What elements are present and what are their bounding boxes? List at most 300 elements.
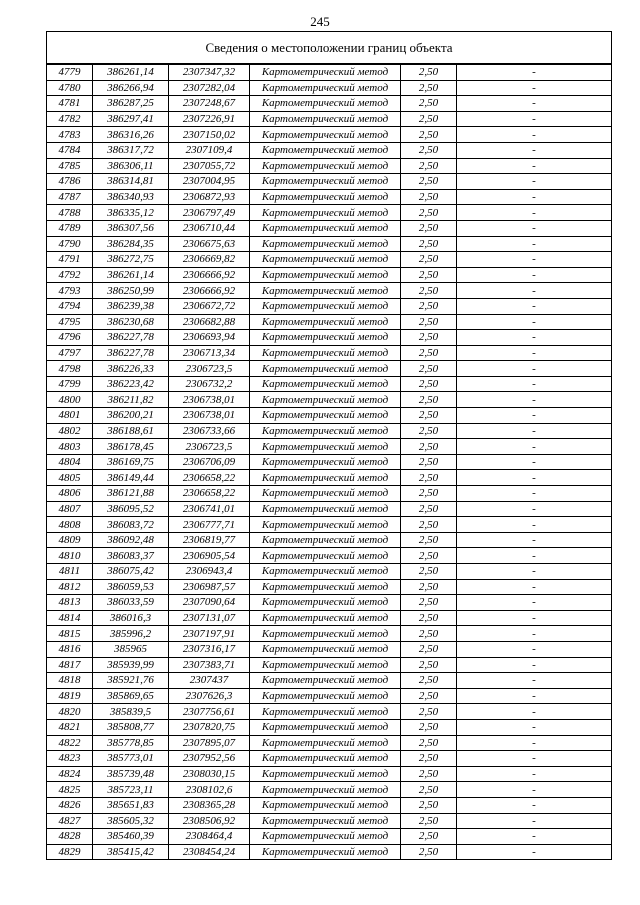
point-number-cell: 4783: [47, 127, 93, 143]
point-number-cell: 4804: [47, 454, 93, 470]
x-coordinate-cell: 386239,38: [93, 298, 169, 314]
method-cell: Картометрический метод: [250, 361, 401, 377]
method-cell: Картометрический метод: [250, 564, 401, 580]
description-cell: -: [457, 142, 612, 158]
table-row: [47, 470, 611, 486]
table-row: [47, 252, 611, 268]
x-coordinate-cell: 385651,83: [93, 797, 169, 813]
description-cell: -: [457, 719, 612, 735]
accuracy-cell: 2,50: [401, 626, 457, 642]
y-coordinate-cell: 2306905,54: [169, 548, 250, 564]
method-cell: Картометрический метод: [250, 283, 401, 299]
point-number-cell: 4798: [47, 361, 93, 377]
x-coordinate-cell: 386297,41: [93, 111, 169, 127]
accuracy-cell: 2,50: [401, 719, 457, 735]
x-coordinate-cell: 385415,42: [93, 844, 169, 859]
accuracy-cell: 2,50: [401, 408, 457, 424]
table-row: [47, 267, 611, 283]
x-coordinate-cell: 386307,56: [93, 220, 169, 236]
y-coordinate-cell: 2307109,4: [169, 142, 250, 158]
method-cell: Картометрический метод: [250, 501, 401, 517]
accuracy-cell: 2,50: [401, 189, 457, 205]
point-number-cell: 4791: [47, 252, 93, 268]
accuracy-cell: 2,50: [401, 80, 457, 96]
point-number-cell: 4815: [47, 626, 93, 642]
method-cell: Картометрический метод: [250, 127, 401, 143]
point-number-cell: 4825: [47, 782, 93, 798]
y-coordinate-cell: 2306706,09: [169, 454, 250, 470]
x-coordinate-cell: 386059,53: [93, 579, 169, 595]
page-number: 245: [310, 14, 330, 29]
accuracy-cell: 2,50: [401, 345, 457, 361]
table-row: [47, 205, 611, 221]
x-coordinate-cell: 385996,2: [93, 626, 169, 642]
y-coordinate-cell: 2306723,5: [169, 361, 250, 377]
table-row: [47, 719, 611, 735]
point-number-cell: 4789: [47, 220, 93, 236]
accuracy-cell: 2,50: [401, 283, 457, 299]
accuracy-cell: 2,50: [401, 127, 457, 143]
y-coordinate-cell: 2307383,71: [169, 657, 250, 673]
accuracy-cell: 2,50: [401, 564, 457, 580]
description-cell: -: [457, 220, 612, 236]
y-coordinate-cell: 2308454,24: [169, 844, 250, 859]
table-row: [47, 376, 611, 392]
method-cell: Картометрический метод: [250, 314, 401, 330]
y-coordinate-cell: 2306658,22: [169, 486, 250, 502]
x-coordinate-cell: 386188,61: [93, 423, 169, 439]
description-cell: -: [457, 532, 612, 548]
description-cell: -: [457, 548, 612, 564]
x-coordinate-cell: 386287,25: [93, 96, 169, 112]
point-number-cell: 4821: [47, 719, 93, 735]
description-cell: -: [457, 392, 612, 408]
method-cell: Картометрический метод: [250, 829, 401, 845]
table-row: [47, 829, 611, 845]
description-cell: -: [457, 174, 612, 190]
description-cell: -: [457, 205, 612, 221]
accuracy-cell: 2,50: [401, 673, 457, 689]
table-row: [47, 65, 611, 81]
x-coordinate-cell: 386306,11: [93, 158, 169, 174]
description-cell: -: [457, 657, 612, 673]
table-row: [47, 595, 611, 611]
accuracy-cell: 2,50: [401, 501, 457, 517]
y-coordinate-cell: 2306669,82: [169, 252, 250, 268]
accuracy-cell: 2,50: [401, 657, 457, 673]
point-number-cell: 4827: [47, 813, 93, 829]
y-coordinate-cell: 2306672,72: [169, 298, 250, 314]
y-coordinate-cell: 2307820,75: [169, 719, 250, 735]
point-number-cell: 4794: [47, 298, 93, 314]
table-row: [47, 345, 611, 361]
accuracy-cell: 2,50: [401, 797, 457, 813]
table-row: [47, 127, 611, 143]
point-number-cell: 4779: [47, 65, 93, 81]
method-cell: Картометрический метод: [250, 470, 401, 486]
x-coordinate-cell: 386121,88: [93, 486, 169, 502]
description-cell: -: [457, 267, 612, 283]
y-coordinate-cell: 2307437: [169, 673, 250, 689]
table-row: [47, 673, 611, 689]
table-row: [47, 454, 611, 470]
method-cell: Картометрический метод: [250, 252, 401, 268]
x-coordinate-cell: 386016,3: [93, 610, 169, 626]
accuracy-cell: 2,50: [401, 735, 457, 751]
point-number-cell: 4790: [47, 236, 93, 252]
description-cell: -: [457, 189, 612, 205]
table-row: [47, 751, 611, 767]
description-cell: -: [457, 252, 612, 268]
y-coordinate-cell: 2307952,56: [169, 751, 250, 767]
method-cell: Картометрический метод: [250, 735, 401, 751]
method-cell: Картометрический метод: [250, 641, 401, 657]
x-coordinate-cell: 386284,35: [93, 236, 169, 252]
method-cell: Картометрический метод: [250, 158, 401, 174]
description-cell: -: [457, 454, 612, 470]
table-row: [47, 782, 611, 798]
description-cell: -: [457, 626, 612, 642]
y-coordinate-cell: 2306666,92: [169, 283, 250, 299]
point-number-cell: 4793: [47, 283, 93, 299]
point-number-cell: 4797: [47, 345, 93, 361]
accuracy-cell: 2,50: [401, 236, 457, 252]
description-cell: -: [457, 314, 612, 330]
point-number-cell: 4781: [47, 96, 93, 112]
description-cell: -: [457, 127, 612, 143]
x-coordinate-cell: 386200,21: [93, 408, 169, 424]
method-cell: Картометрический метод: [250, 813, 401, 829]
table-row: [47, 111, 611, 127]
point-number-cell: 4787: [47, 189, 93, 205]
method-cell: Картометрический метод: [250, 392, 401, 408]
method-cell: Картометрический метод: [250, 439, 401, 455]
description-cell: -: [457, 564, 612, 580]
y-coordinate-cell: 2308102,6: [169, 782, 250, 798]
description-cell: -: [457, 65, 612, 81]
y-coordinate-cell: 2306713,34: [169, 345, 250, 361]
table-row: [47, 361, 611, 377]
x-coordinate-cell: 385939,99: [93, 657, 169, 673]
x-coordinate-cell: 386261,14: [93, 65, 169, 81]
table-row: [47, 766, 611, 782]
accuracy-cell: 2,50: [401, 470, 457, 486]
accuracy-cell: 2,50: [401, 267, 457, 283]
y-coordinate-cell: 2306741,01: [169, 501, 250, 517]
description-cell: -: [457, 236, 612, 252]
accuracy-cell: 2,50: [401, 782, 457, 798]
accuracy-cell: 2,50: [401, 96, 457, 112]
method-cell: Картометрический метод: [250, 486, 401, 502]
accuracy-cell: 2,50: [401, 751, 457, 767]
x-coordinate-cell: 386223,42: [93, 376, 169, 392]
table-row: [47, 220, 611, 236]
accuracy-cell: 2,50: [401, 532, 457, 548]
description-cell: -: [457, 517, 612, 533]
table-row: [47, 439, 611, 455]
y-coordinate-cell: 2307004,95: [169, 174, 250, 190]
table-row: [47, 392, 611, 408]
description-cell: -: [457, 298, 612, 314]
point-number-cell: 4802: [47, 423, 93, 439]
accuracy-cell: 2,50: [401, 174, 457, 190]
accuracy-cell: 2,50: [401, 688, 457, 704]
accuracy-cell: 2,50: [401, 439, 457, 455]
description-cell: -: [457, 813, 612, 829]
x-coordinate-cell: 386033,59: [93, 595, 169, 611]
accuracy-cell: 2,50: [401, 610, 457, 626]
table-row: [47, 657, 611, 673]
method-cell: Картометрический метод: [250, 454, 401, 470]
y-coordinate-cell: 2306987,57: [169, 579, 250, 595]
point-number-cell: 4806: [47, 486, 93, 502]
accuracy-cell: 2,50: [401, 330, 457, 346]
method-cell: Картометрический метод: [250, 610, 401, 626]
table-row: [47, 813, 611, 829]
description-cell: -: [457, 688, 612, 704]
accuracy-cell: 2,50: [401, 252, 457, 268]
x-coordinate-cell: 386227,78: [93, 330, 169, 346]
description-cell: -: [457, 797, 612, 813]
y-coordinate-cell: 2308030,15: [169, 766, 250, 782]
table-row: [47, 735, 611, 751]
x-coordinate-cell: 386316,26: [93, 127, 169, 143]
table-row: [47, 532, 611, 548]
y-coordinate-cell: 2306943,4: [169, 564, 250, 580]
point-number-cell: 4786: [47, 174, 93, 190]
y-coordinate-cell: 2306710,44: [169, 220, 250, 236]
accuracy-cell: 2,50: [401, 641, 457, 657]
point-number-cell: 4816: [47, 641, 93, 657]
point-number-cell: 4812: [47, 579, 93, 595]
x-coordinate-cell: 385869,65: [93, 688, 169, 704]
y-coordinate-cell: 2306777,71: [169, 517, 250, 533]
description-cell: -: [457, 610, 612, 626]
method-cell: Картометрический метод: [250, 626, 401, 642]
method-cell: Картометрический метод: [250, 688, 401, 704]
accuracy-cell: 2,50: [401, 314, 457, 330]
y-coordinate-cell: 2306658,22: [169, 470, 250, 486]
x-coordinate-cell: 386317,72: [93, 142, 169, 158]
table-row: [47, 283, 611, 299]
table-row: [47, 610, 611, 626]
method-cell: Картометрический метод: [250, 96, 401, 112]
table-row: [47, 423, 611, 439]
description-cell: -: [457, 158, 612, 174]
table-row: [47, 298, 611, 314]
method-cell: Картометрический метод: [250, 423, 401, 439]
x-coordinate-cell: 386092,48: [93, 532, 169, 548]
x-coordinate-cell: 385839,5: [93, 704, 169, 720]
table-row: [47, 517, 611, 533]
x-coordinate-cell: 385723,11: [93, 782, 169, 798]
point-number-cell: 4817: [47, 657, 93, 673]
x-coordinate-cell: 386083,37: [93, 548, 169, 564]
point-number-cell: 4824: [47, 766, 93, 782]
y-coordinate-cell: 2306693,94: [169, 330, 250, 346]
x-coordinate-cell: 385921,76: [93, 673, 169, 689]
description-cell: -: [457, 782, 612, 798]
description-cell: -: [457, 751, 612, 767]
table-row: [47, 96, 611, 112]
point-number-cell: 4828: [47, 829, 93, 845]
point-number-cell: 4829: [47, 844, 93, 859]
description-cell: -: [457, 96, 612, 112]
description-cell: -: [457, 330, 612, 346]
method-cell: Картометрический метод: [250, 189, 401, 205]
y-coordinate-cell: 2306733,66: [169, 423, 250, 439]
description-cell: -: [457, 111, 612, 127]
table-row: [47, 564, 611, 580]
boundary-table: [46, 31, 612, 860]
method-cell: Картометрический метод: [250, 751, 401, 767]
method-cell: Картометрический метод: [250, 330, 401, 346]
x-coordinate-cell: 386261,14: [93, 267, 169, 283]
y-coordinate-cell: 2306675,63: [169, 236, 250, 252]
table-row: [47, 797, 611, 813]
x-coordinate-cell: 385460,39: [93, 829, 169, 845]
method-cell: Картометрический метод: [250, 142, 401, 158]
point-number-cell: 4799: [47, 376, 93, 392]
table-body: [47, 65, 611, 860]
point-number-cell: 4809: [47, 532, 93, 548]
description-cell: -: [457, 345, 612, 361]
description-cell: -: [457, 408, 612, 424]
point-number-cell: 4811: [47, 564, 93, 580]
description-cell: -: [457, 283, 612, 299]
point-number-cell: 4796: [47, 330, 93, 346]
method-cell: Картометрический метод: [250, 111, 401, 127]
method-cell: Картометрический метод: [250, 532, 401, 548]
description-cell: -: [457, 423, 612, 439]
method-cell: Картометрический метод: [250, 766, 401, 782]
x-coordinate-cell: 386272,75: [93, 252, 169, 268]
method-cell: Картометрический метод: [250, 65, 401, 81]
accuracy-cell: 2,50: [401, 704, 457, 720]
method-cell: Картометрический метод: [250, 579, 401, 595]
description-cell: -: [457, 361, 612, 377]
x-coordinate-cell: 385773,01: [93, 751, 169, 767]
description-cell: -: [457, 595, 612, 611]
method-cell: Картометрический метод: [250, 376, 401, 392]
y-coordinate-cell: 2306732,2: [169, 376, 250, 392]
accuracy-cell: 2,50: [401, 361, 457, 377]
x-coordinate-cell: 386230,68: [93, 314, 169, 330]
point-number-cell: 4795: [47, 314, 93, 330]
accuracy-cell: 2,50: [401, 392, 457, 408]
y-coordinate-cell: 2307090,64: [169, 595, 250, 611]
x-coordinate-cell: 386335,12: [93, 205, 169, 221]
y-coordinate-cell: 2307131,07: [169, 610, 250, 626]
y-coordinate-cell: 2306872,93: [169, 189, 250, 205]
point-number-cell: 4784: [47, 142, 93, 158]
y-coordinate-cell: 2307055,72: [169, 158, 250, 174]
description-cell: -: [457, 829, 612, 845]
description-cell: -: [457, 735, 612, 751]
method-cell: Картометрический метод: [250, 673, 401, 689]
description-cell: -: [457, 501, 612, 517]
accuracy-cell: 2,50: [401, 158, 457, 174]
method-cell: Картометрический метод: [250, 595, 401, 611]
description-cell: -: [457, 844, 612, 859]
x-coordinate-cell: 386178,45: [93, 439, 169, 455]
point-number-cell: 4785: [47, 158, 93, 174]
point-number-cell: 4780: [47, 80, 93, 96]
y-coordinate-cell: 2308365,28: [169, 797, 250, 813]
x-coordinate-cell: 386250,99: [93, 283, 169, 299]
method-cell: Картометрический метод: [250, 548, 401, 564]
table-row: [47, 189, 611, 205]
point-number-cell: 4823: [47, 751, 93, 767]
y-coordinate-cell: 2306738,01: [169, 392, 250, 408]
x-coordinate-cell: 385965: [93, 641, 169, 657]
accuracy-cell: 2,50: [401, 579, 457, 595]
point-number-cell: 4808: [47, 517, 93, 533]
y-coordinate-cell: 2306797,49: [169, 205, 250, 221]
point-number-cell: 4800: [47, 392, 93, 408]
y-coordinate-cell: 2306682,88: [169, 314, 250, 330]
x-coordinate-cell: 386314,81: [93, 174, 169, 190]
x-coordinate-cell: 386226,33: [93, 361, 169, 377]
y-coordinate-cell: 2307626,3: [169, 688, 250, 704]
method-cell: Картометрический метод: [250, 298, 401, 314]
accuracy-cell: 2,50: [401, 595, 457, 611]
accuracy-cell: 2,50: [401, 829, 457, 845]
table-row: [47, 330, 611, 346]
accuracy-cell: 2,50: [401, 220, 457, 236]
description-cell: -: [457, 486, 612, 502]
description-cell: -: [457, 579, 612, 595]
accuracy-cell: 2,50: [401, 844, 457, 859]
description-cell: -: [457, 766, 612, 782]
x-coordinate-cell: 386169,75: [93, 454, 169, 470]
accuracy-cell: 2,50: [401, 298, 457, 314]
x-coordinate-cell: 386083,72: [93, 517, 169, 533]
method-cell: Картометрический метод: [250, 267, 401, 283]
table-row: [47, 579, 611, 595]
x-coordinate-cell: 386211,82: [93, 392, 169, 408]
y-coordinate-cell: 2308506,92: [169, 813, 250, 829]
y-coordinate-cell: 2307347,32: [169, 65, 250, 81]
table-row: [47, 704, 611, 720]
y-coordinate-cell: 2306666,92: [169, 267, 250, 283]
point-number-cell: 4805: [47, 470, 93, 486]
method-cell: Картометрический метод: [250, 408, 401, 424]
table-row: [47, 548, 611, 564]
table-row: [47, 408, 611, 424]
point-number-cell: 4810: [47, 548, 93, 564]
accuracy-cell: 2,50: [401, 111, 457, 127]
accuracy-cell: 2,50: [401, 813, 457, 829]
table-row: [47, 626, 611, 642]
method-cell: Картометрический метод: [250, 719, 401, 735]
point-number-cell: 4826: [47, 797, 93, 813]
accuracy-cell: 2,50: [401, 205, 457, 221]
method-cell: Картометрический метод: [250, 657, 401, 673]
y-coordinate-cell: 2307316,17: [169, 641, 250, 657]
y-coordinate-cell: 2307197,91: [169, 626, 250, 642]
x-coordinate-cell: 386149,44: [93, 470, 169, 486]
x-coordinate-cell: 386095,52: [93, 501, 169, 517]
description-cell: -: [457, 704, 612, 720]
point-number-cell: 4822: [47, 735, 93, 751]
y-coordinate-cell: 2307226,91: [169, 111, 250, 127]
description-cell: -: [457, 470, 612, 486]
x-coordinate-cell: 386227,78: [93, 345, 169, 361]
table-row: [47, 174, 611, 190]
method-cell: Картометрический метод: [250, 797, 401, 813]
x-coordinate-cell: 385778,85: [93, 735, 169, 751]
